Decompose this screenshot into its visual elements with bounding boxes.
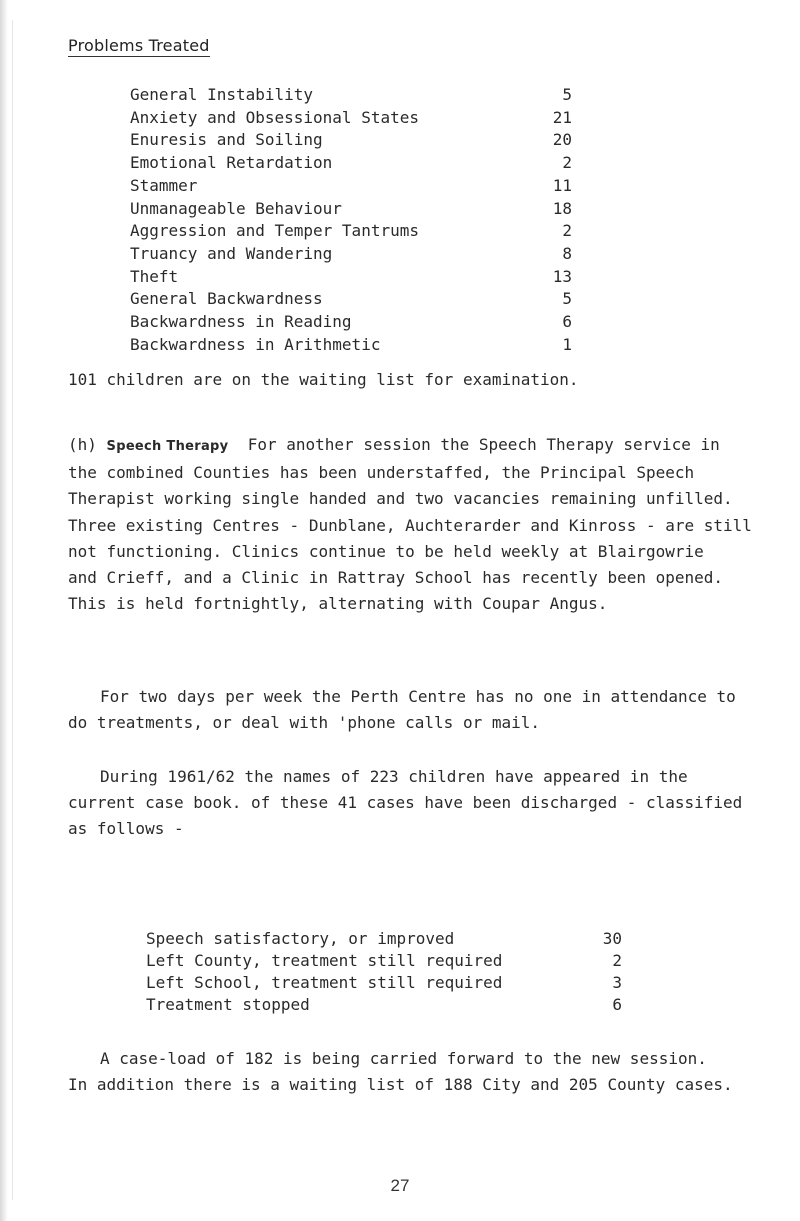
- problem-count: 2: [562, 221, 572, 241]
- table-row: [146, 994, 622, 1016]
- table-row: [146, 950, 622, 972]
- paragraph-line: For two days per week the Perth Centre has no one in attendance to: [100, 687, 736, 706]
- table-row: [130, 288, 572, 311]
- paragraph-line: [68, 432, 780, 460]
- problem-count: 20: [552, 130, 572, 150]
- problem-label: Anxiety and Obsessional States: [130, 107, 419, 127]
- table-row: [130, 311, 572, 334]
- table-row: [130, 243, 572, 266]
- problem-count: 2: [562, 153, 572, 173]
- paragraph-text: For another session the Speech Therapy service in: [247, 435, 720, 454]
- table-row: [130, 334, 572, 357]
- paragraph-line: current case book. of these 41 cases have been discharged - classified: [68, 793, 743, 813]
- table-row: [130, 152, 572, 175]
- classified-count: 30: [602, 929, 622, 948]
- table-row: [130, 129, 572, 152]
- problem-label: Aggression and Temper Tantrums: [130, 221, 419, 241]
- table-row: [130, 107, 572, 130]
- problem-count: 8: [562, 243, 572, 263]
- paragraph-line: the combined Counties has been understaffed, the Principal Speech: [68, 463, 695, 483]
- paragraph-line: Three existing Centres - Dunblane, Auchterarder and Kinross - are still: [68, 515, 752, 535]
- classified-label: Speech satisfactory, or improved: [146, 929, 455, 948]
- problem-count: 13: [552, 266, 572, 286]
- binding-shadow-line: [12, 20, 13, 1200]
- problem-count: 18: [552, 198, 572, 218]
- problem-label: Enuresis and Soiling: [130, 130, 323, 150]
- table-row: [130, 175, 572, 198]
- paragraph-line: do treatments, or deal with 'phone calls or mail.: [68, 713, 541, 733]
- problem-label: General Backwardness: [130, 289, 323, 309]
- paragraph-line: as follows -: [68, 819, 184, 839]
- waiting-list-summary: 101 children are on the waiting list for examination.: [68, 370, 579, 389]
- paragraph-line: not functioning. Clinics continue to be held weekly at Blairgowrie: [68, 541, 704, 561]
- problem-label: General Instability: [130, 85, 314, 104]
- classified-count: 2: [612, 951, 622, 970]
- problem-label: Theft: [130, 266, 179, 286]
- table-row: [130, 198, 572, 221]
- paragraph-line: In addition there is a waiting list of 188 City and 205 County cases.: [68, 1075, 733, 1095]
- table-row: [130, 220, 572, 243]
- paragraph-line: Therapist working single handed and two vacancies remaining unfilled.: [68, 489, 733, 509]
- problem-label: Emotional Retardation: [130, 153, 333, 173]
- page-number: 27: [390, 1176, 410, 1195]
- caseload-paragraph: [68, 1046, 780, 1098]
- during-1961-paragraph: [68, 764, 780, 843]
- classified-table: [146, 928, 622, 1016]
- problems-table: [130, 84, 572, 356]
- paragraph-line: A case-load of 182 is being carried forward to the new session.: [100, 1049, 707, 1068]
- section-prefix: (h): [68, 435, 97, 454]
- paragraph-line: and Crieff, and a Clinic in Rattray School has recently been opened.: [68, 568, 724, 588]
- problem-count: 5: [562, 289, 572, 309]
- speech-therapy-paragraph: [68, 432, 780, 617]
- table-row: [146, 972, 622, 994]
- problem-label: Truancy and Wandering: [130, 243, 333, 263]
- problem-count: 1: [562, 334, 572, 354]
- problem-count: 11: [552, 175, 572, 195]
- table-row: [146, 928, 622, 950]
- binding-edge: [0, 0, 8, 1221]
- classified-count: 3: [612, 973, 622, 992]
- page-heading: Problems Treated: [68, 36, 210, 55]
- perth-centre-paragraph: [68, 684, 780, 736]
- problem-count: 21: [552, 107, 572, 127]
- paragraph-line: During 1961/62 the names of 223 children have appeared in the: [100, 767, 688, 786]
- problem-count: 6: [562, 312, 572, 332]
- classified-label: Left School, treatment still required: [146, 973, 503, 992]
- classified-label: Treatment stopped: [146, 995, 310, 1014]
- classified-label: Left County, treatment still required: [146, 951, 503, 970]
- problem-label: Backwardness in Reading: [130, 312, 352, 332]
- paragraph-line: This is held fortnightly, alternating with Coupar Angus.: [68, 594, 608, 614]
- problem-label: Unmanageable Behaviour: [130, 198, 342, 218]
- problem-label: Backwardness in Arithmetic: [130, 334, 381, 354]
- section-label: Speech Therapy: [106, 439, 229, 454]
- table-row: [130, 266, 572, 289]
- problem-label: Stammer: [130, 175, 198, 195]
- classified-count: 6: [612, 995, 622, 1014]
- problem-count: 5: [562, 85, 572, 104]
- table-row: [130, 84, 572, 107]
